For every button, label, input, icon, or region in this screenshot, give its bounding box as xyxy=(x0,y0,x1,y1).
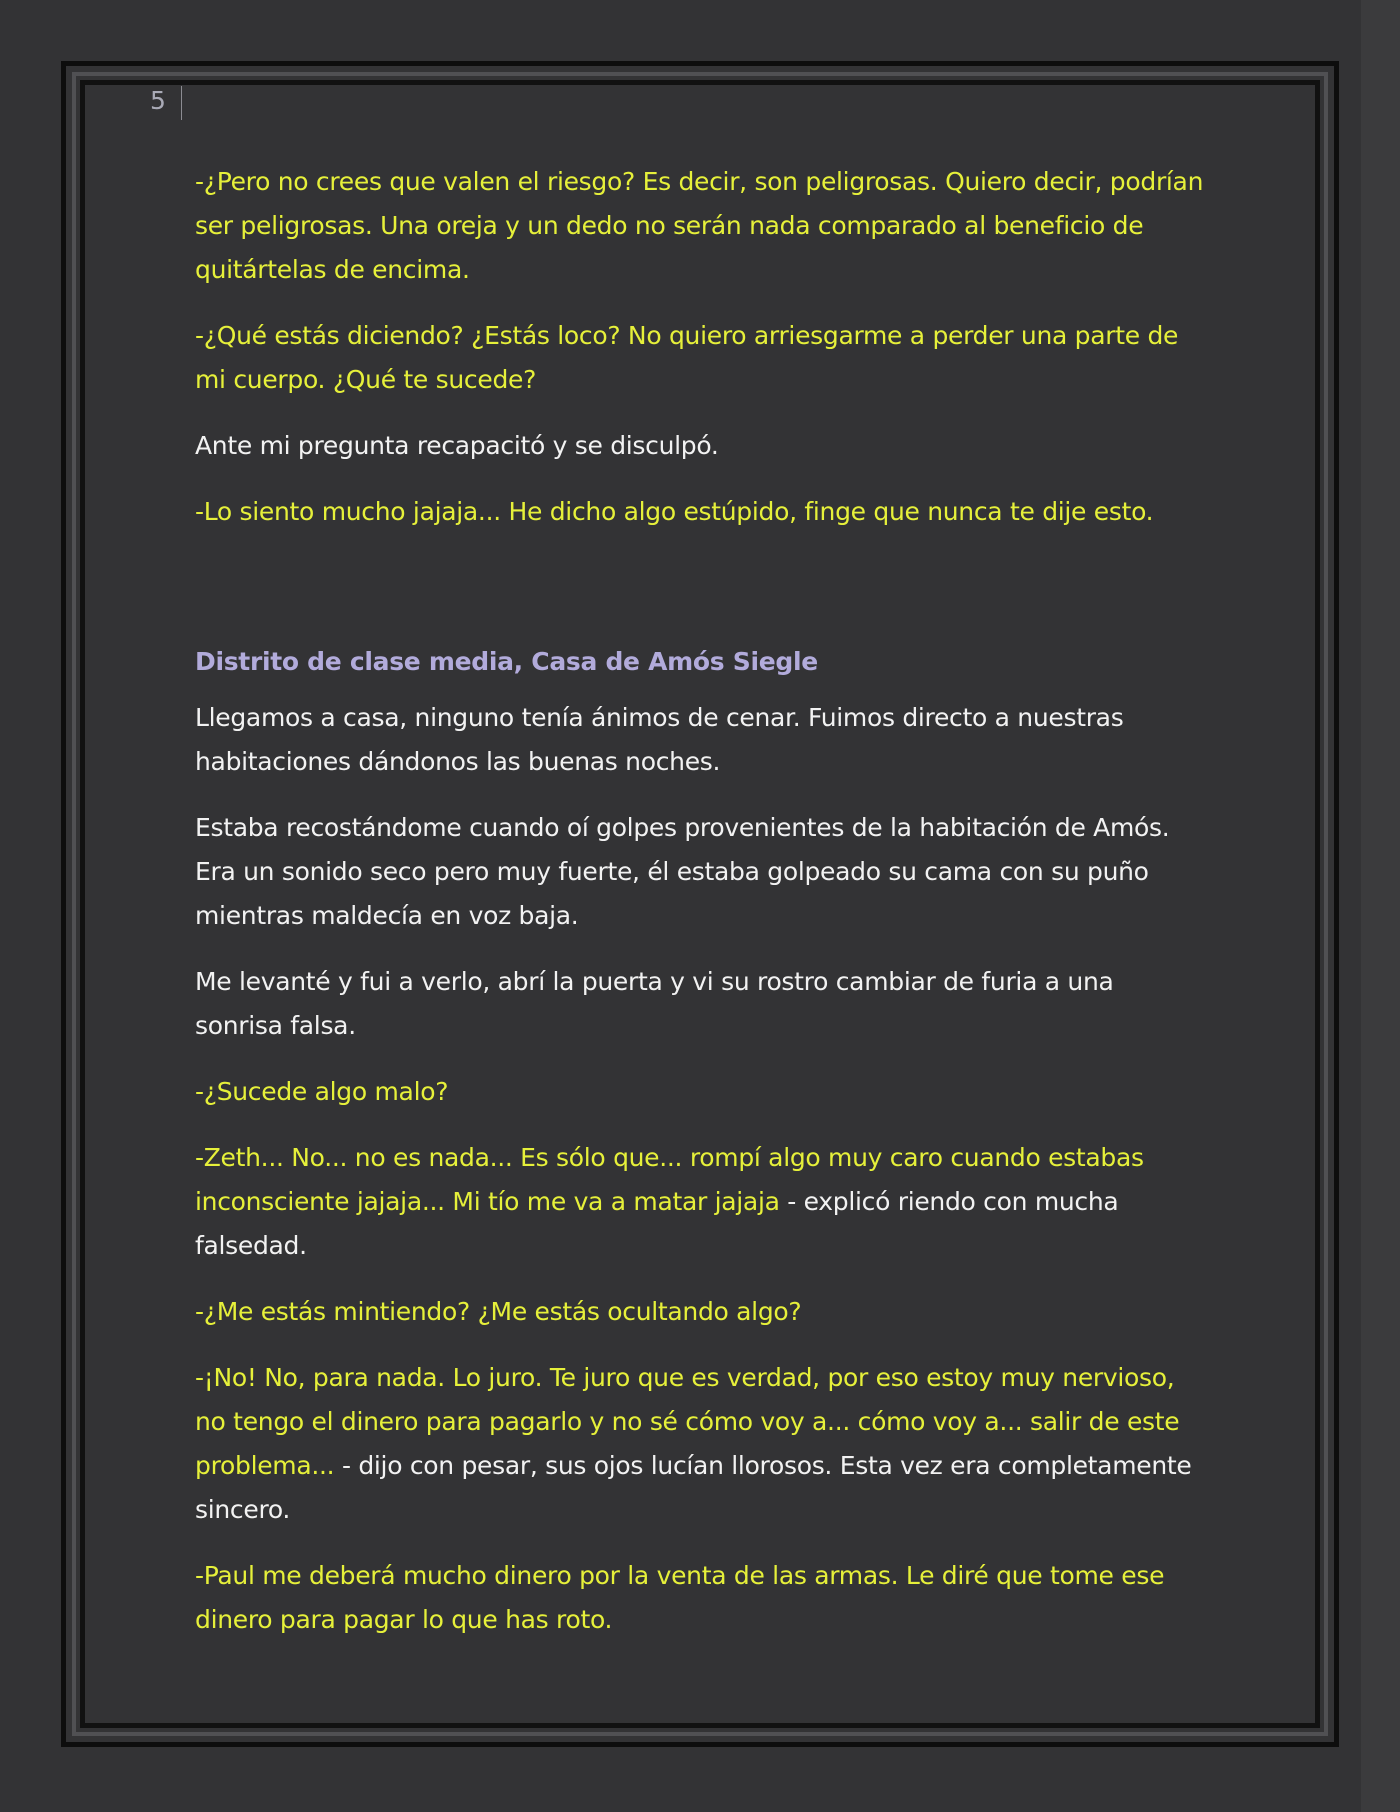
paragraph xyxy=(195,490,1205,534)
dialogue-text: -¡No! No, para nada. Lo juro. Te juro que es verdad, por eso estoy muy nervioso, no tengo el dinero para pagarlo y no sé cómo voy a... cómo voy a... salir de este problema... xyxy=(195,1363,1188,1480)
paragraphs-before-heading xyxy=(195,160,1211,534)
dialogue-text: -¿Sucede algo malo? xyxy=(195,1077,449,1106)
narration-text: Ante mi pregunta recapacitó y se disculpó. xyxy=(195,431,719,460)
dialogue-text: -¿Qué estás diciendo? ¿Estás loco? No quiero arriesgarme a perder una parte de mi cuerpo. ¿Qué te sucede? xyxy=(195,321,1186,394)
section-break xyxy=(195,556,1205,640)
narration-text: - dijo con pesar, sus ojos lucían llorosos. Esta vez era completamente sincero. xyxy=(195,1451,1200,1524)
paragraph xyxy=(195,960,1205,1048)
paragraph xyxy=(195,696,1205,784)
paragraph xyxy=(195,424,1205,468)
dialogue-text: -Lo siento mucho jajaja... He dicho algo estúpido, finge que nunca te dije esto. xyxy=(195,497,1154,526)
page-edge-strip xyxy=(1361,0,1400,1812)
paragraph xyxy=(195,314,1205,402)
dialogue-text: -Paul me deberá mucho dinero por la venta de las armas. Le diré que tome ese dinero para pagar lo que has roto. xyxy=(195,1561,1172,1634)
page-number: 5 xyxy=(150,86,166,115)
scene-heading: Distrito de clase media, Casa de Amós Siegle xyxy=(195,647,818,676)
paragraphs-after-heading xyxy=(195,696,1205,1642)
paragraph xyxy=(195,160,1211,292)
paragraph xyxy=(195,1290,1205,1334)
page-number-divider xyxy=(181,86,182,120)
paragraph xyxy=(195,806,1205,938)
dialogue-text: -¿Pero no crees que valen el riesgo? Es decir, son peligrosas. Quiero decir, podrían ser peligrosas. Una oreja y un dedo no serán nada comparado al beneficio de quitártelas de encima. xyxy=(195,167,1211,284)
narration-text: Me levanté y fui a verlo, abrí la puerta y vi su rostro cambiar de furia a una sonrisa falsa. xyxy=(195,967,1122,1040)
dialogue-text: -¿Me estás mintiendo? ¿Me estás ocultando algo? xyxy=(195,1297,802,1326)
narration-text: Llegamos a casa, ninguno tenía ánimos de cenar. Fuimos directo a nuestras habitaciones dándonos las buenas noches. xyxy=(195,703,1132,776)
paragraph xyxy=(195,1136,1205,1268)
paragraph xyxy=(195,1554,1205,1642)
paragraph xyxy=(195,1356,1205,1532)
dialogue-text: -Zeth... No... no es nada... Es sólo que... rompí algo muy caro cuando estabas inconsciente jajaja... Mi tío me va a matar jajaja xyxy=(195,1143,1152,1216)
paragraph xyxy=(195,1070,1205,1114)
narration-text: - explicó riendo con mucha falsedad. xyxy=(195,1187,1127,1260)
story-text xyxy=(195,160,1211,1664)
narration-text: Estaba recostándome cuando oí golpes provenientes de la habitación de Amós. Era un sonido seco pero muy fuerte, él estaba golpeado su cama con su puño mientras maldecía en voz baja. xyxy=(195,813,1178,930)
